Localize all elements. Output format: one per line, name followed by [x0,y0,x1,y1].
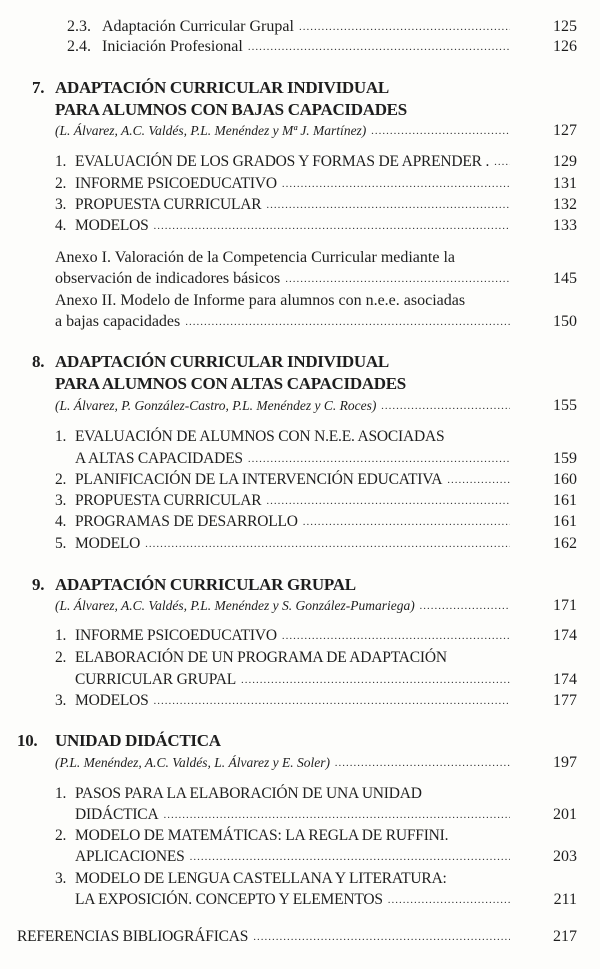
toc-entry-text: PROPUESTA CURRICULAR [75,196,262,213]
toc-entry-text: PROPUESTA CURRICULAR [75,492,262,509]
dot-leader [381,395,510,417]
page-number: 203 [553,848,577,865]
page-number: 145 [553,270,577,287]
chapter-title [55,730,540,752]
chapter-title [55,99,540,121]
chapter-number: 7. [32,78,45,97]
toc-entry [75,889,510,911]
annex-entry [55,311,510,333]
toc-entry [75,690,510,712]
toc-entry [75,194,510,216]
dot-leader [371,120,510,142]
item-number: 1. [55,785,67,802]
chapter-title-text: UNIDAD DIDÁCTICA [55,731,221,750]
annex-entry-text: Anexo II. Modelo de Informe para alumnos con n.e.e. asociadas [55,292,466,309]
chapter-title-text: ADAPTACIÓN CURRICULAR INDIVIDUAL [55,352,389,371]
item-number: 2.4. [67,38,91,55]
page-number: 174 [553,627,577,644]
dot-leader [420,595,510,617]
chapter-authors [55,752,510,774]
dot-leader [241,669,510,691]
toc-entry [75,426,540,448]
page-number: 161 [553,513,577,530]
item-number: 3. [55,870,67,887]
dot-leader [185,311,510,333]
dot-leader [299,16,510,38]
item-number: 4. [55,513,67,530]
item-number: 5. [55,535,67,552]
toc-entry [102,36,510,58]
toc-entry-text: APLICACIONES [75,848,185,865]
toc-entry-text: INFORME PSICOEDUCATIVO [75,627,277,644]
dot-leader [154,690,510,712]
page-number: 159 [553,450,577,467]
chapter-title-text: ADAPTACIÓN CURRICULAR INDIVIDUAL [55,78,389,97]
page-number: 125 [553,18,577,35]
page-number: 129 [553,153,577,170]
dot-leader [248,36,510,58]
dot-leader [190,846,510,868]
dot-leader [145,533,510,555]
dot-leader [303,511,510,533]
item-number: 2. [55,827,67,844]
annex-entry [55,247,540,269]
dot-leader [266,490,510,512]
references-entry [17,926,510,948]
toc-entry [75,511,510,533]
item-number: 3. [55,196,67,213]
dot-leader [248,448,510,470]
chapter-title [55,574,540,596]
annex-entry-text: observación de indicadores básicos [55,270,281,287]
toc-entry-text: DIDÁCTICA [75,806,159,823]
toc-entry-text: MODELOS [75,217,149,234]
toc-entry [75,448,510,470]
toc-entry [75,825,540,847]
item-number: 2. [55,649,67,666]
toc-entry-text: EVALUACIÓN DE LOS GRADOS Y FORMAS DE APRENDER . [75,153,490,170]
toc-entry [75,215,510,237]
references-entry-text: REFERENCIAS BIBLIOGRÁFICAS [17,928,249,945]
annex-entry [55,268,510,290]
chapter-authors-text: (L. Álvarez, A.C. Valdés, P.L. Menéndez y S. González-Pumariega) [55,598,415,613]
chapter-number: 9. [32,575,45,594]
page-number: 201 [553,806,577,823]
toc-entry [75,846,510,868]
dot-leader [163,804,510,826]
chapter-number: 10. [17,731,38,750]
toc-entry-text: PLANIFICACIÓN DE LA INTERVENCIÓN EDUCATIVA [75,471,443,488]
dot-leader [282,173,510,195]
annex-entry-text: a bajas capacidades [55,313,181,330]
page-number: 133 [553,217,577,234]
toc-entry [75,804,510,826]
chapter-authors-text: (P.L. Menéndez, A.C. Valdés, L. Álvarez y E. Soler) [55,755,330,770]
chapter-title [55,77,540,99]
page-number: 162 [553,535,577,552]
item-number: 4. [55,217,67,234]
chapter-title-text: PARA ALUMNOS CON BAJAS CAPACIDADES [55,100,407,119]
toc-entry-text: PASOS PARA LA ELABORACIÓN DE UNA UNIDAD [75,785,422,802]
toc-entry-text: INFORME PSICOEDUCATIVO [75,175,277,192]
page-number: 126 [553,38,577,55]
chapter-authors [55,395,510,417]
toc-entry-text: Adaptación Curricular Grupal [102,18,294,35]
toc-entry-text: MODELO [75,535,141,552]
item-number: 2. [55,471,67,488]
toc-entry-text: CURRICULAR GRUPAL [75,671,236,688]
item-number: 2. [55,175,67,192]
dot-leader [253,926,510,948]
chapter-authors [55,595,510,617]
dot-leader [285,268,510,290]
page-number: 127 [553,122,577,139]
toc-entry-text: EVALUACIÓN DE ALUMNOS CON N.E.E. ASOCIADAS [75,428,445,445]
toc-entry-text: MODELO DE LENGUA CASTELLANA Y LITERATURA: [75,870,447,887]
page-number: 171 [553,597,577,614]
page-number: 132 [553,196,577,213]
item-number: 2.3. [67,18,91,35]
item-number: 1. [55,153,67,170]
dot-leader [388,889,510,911]
item-number: 1. [55,627,67,644]
dot-leader [494,151,510,173]
page-number: 131 [553,175,577,192]
annex-entry-text: Anexo I. Valoración de la Competencia Curricular mediante la [55,249,455,266]
toc-entry-text: ELABORACIÓN DE UN PROGRAMA DE ADAPTACIÓN [75,649,447,666]
page-number: 150 [553,313,577,330]
dot-leader [447,469,510,491]
toc-entry-text: MODELOS [75,692,149,709]
toc-entry [75,783,540,805]
page-number: 174 [553,671,577,688]
chapter-authors-text: (L. Álvarez, P. González-Castro, P.L. Menéndez y C. Roces) [55,398,377,413]
dot-leader [266,194,510,216]
toc-entry [75,173,510,195]
toc-entry [75,669,510,691]
chapter-authors-text: (L. Álvarez, A.C. Valdés, P.L. Menéndez y Mª J. Martínez) [55,123,367,138]
page-number: 197 [553,754,577,771]
toc-entry-text: MODELO DE MATEMÁTICAS: LA REGLA DE RUFFINI. [75,827,449,844]
item-number: 3. [55,692,67,709]
item-number: 3. [55,492,67,509]
toc-entry [75,625,510,647]
toc-entry [102,16,510,38]
page-number: 160 [553,471,577,488]
toc-entry [75,868,540,890]
page-number: 217 [553,928,577,945]
toc-entry [75,469,510,491]
chapter-number: 8. [32,352,45,371]
toc-entry [75,533,510,555]
toc-entry [75,647,540,669]
chapter-authors [55,120,510,142]
dot-leader [335,752,510,774]
chapter-title [55,351,540,373]
chapter-title-text: PARA ALUMNOS CON ALTAS CAPACIDADES [55,374,406,393]
page-number: 211 [553,891,577,908]
chapter-title-text: ADAPTACIÓN CURRICULAR GRUPAL [55,575,356,594]
annex-entry [55,290,540,312]
page-number: 161 [553,492,577,509]
chapter-title [55,373,540,395]
page-number: 155 [553,397,577,414]
toc-entry [75,151,510,173]
dot-leader [154,215,510,237]
toc-entry-text: LA EXPOSICIÓN. CONCEPTO Y ELEMENTOS [75,891,383,908]
page-number: 177 [553,692,577,709]
toc-entry-text: PROGRAMAS DE DESARROLLO [75,513,298,530]
item-number: 1. [55,428,67,445]
dot-leader [282,625,510,647]
toc-entry-text: Iniciación Profesional [102,38,243,55]
toc-entry [75,490,510,512]
toc-entry-text: A ALTAS CAPACIDADES [75,450,243,467]
